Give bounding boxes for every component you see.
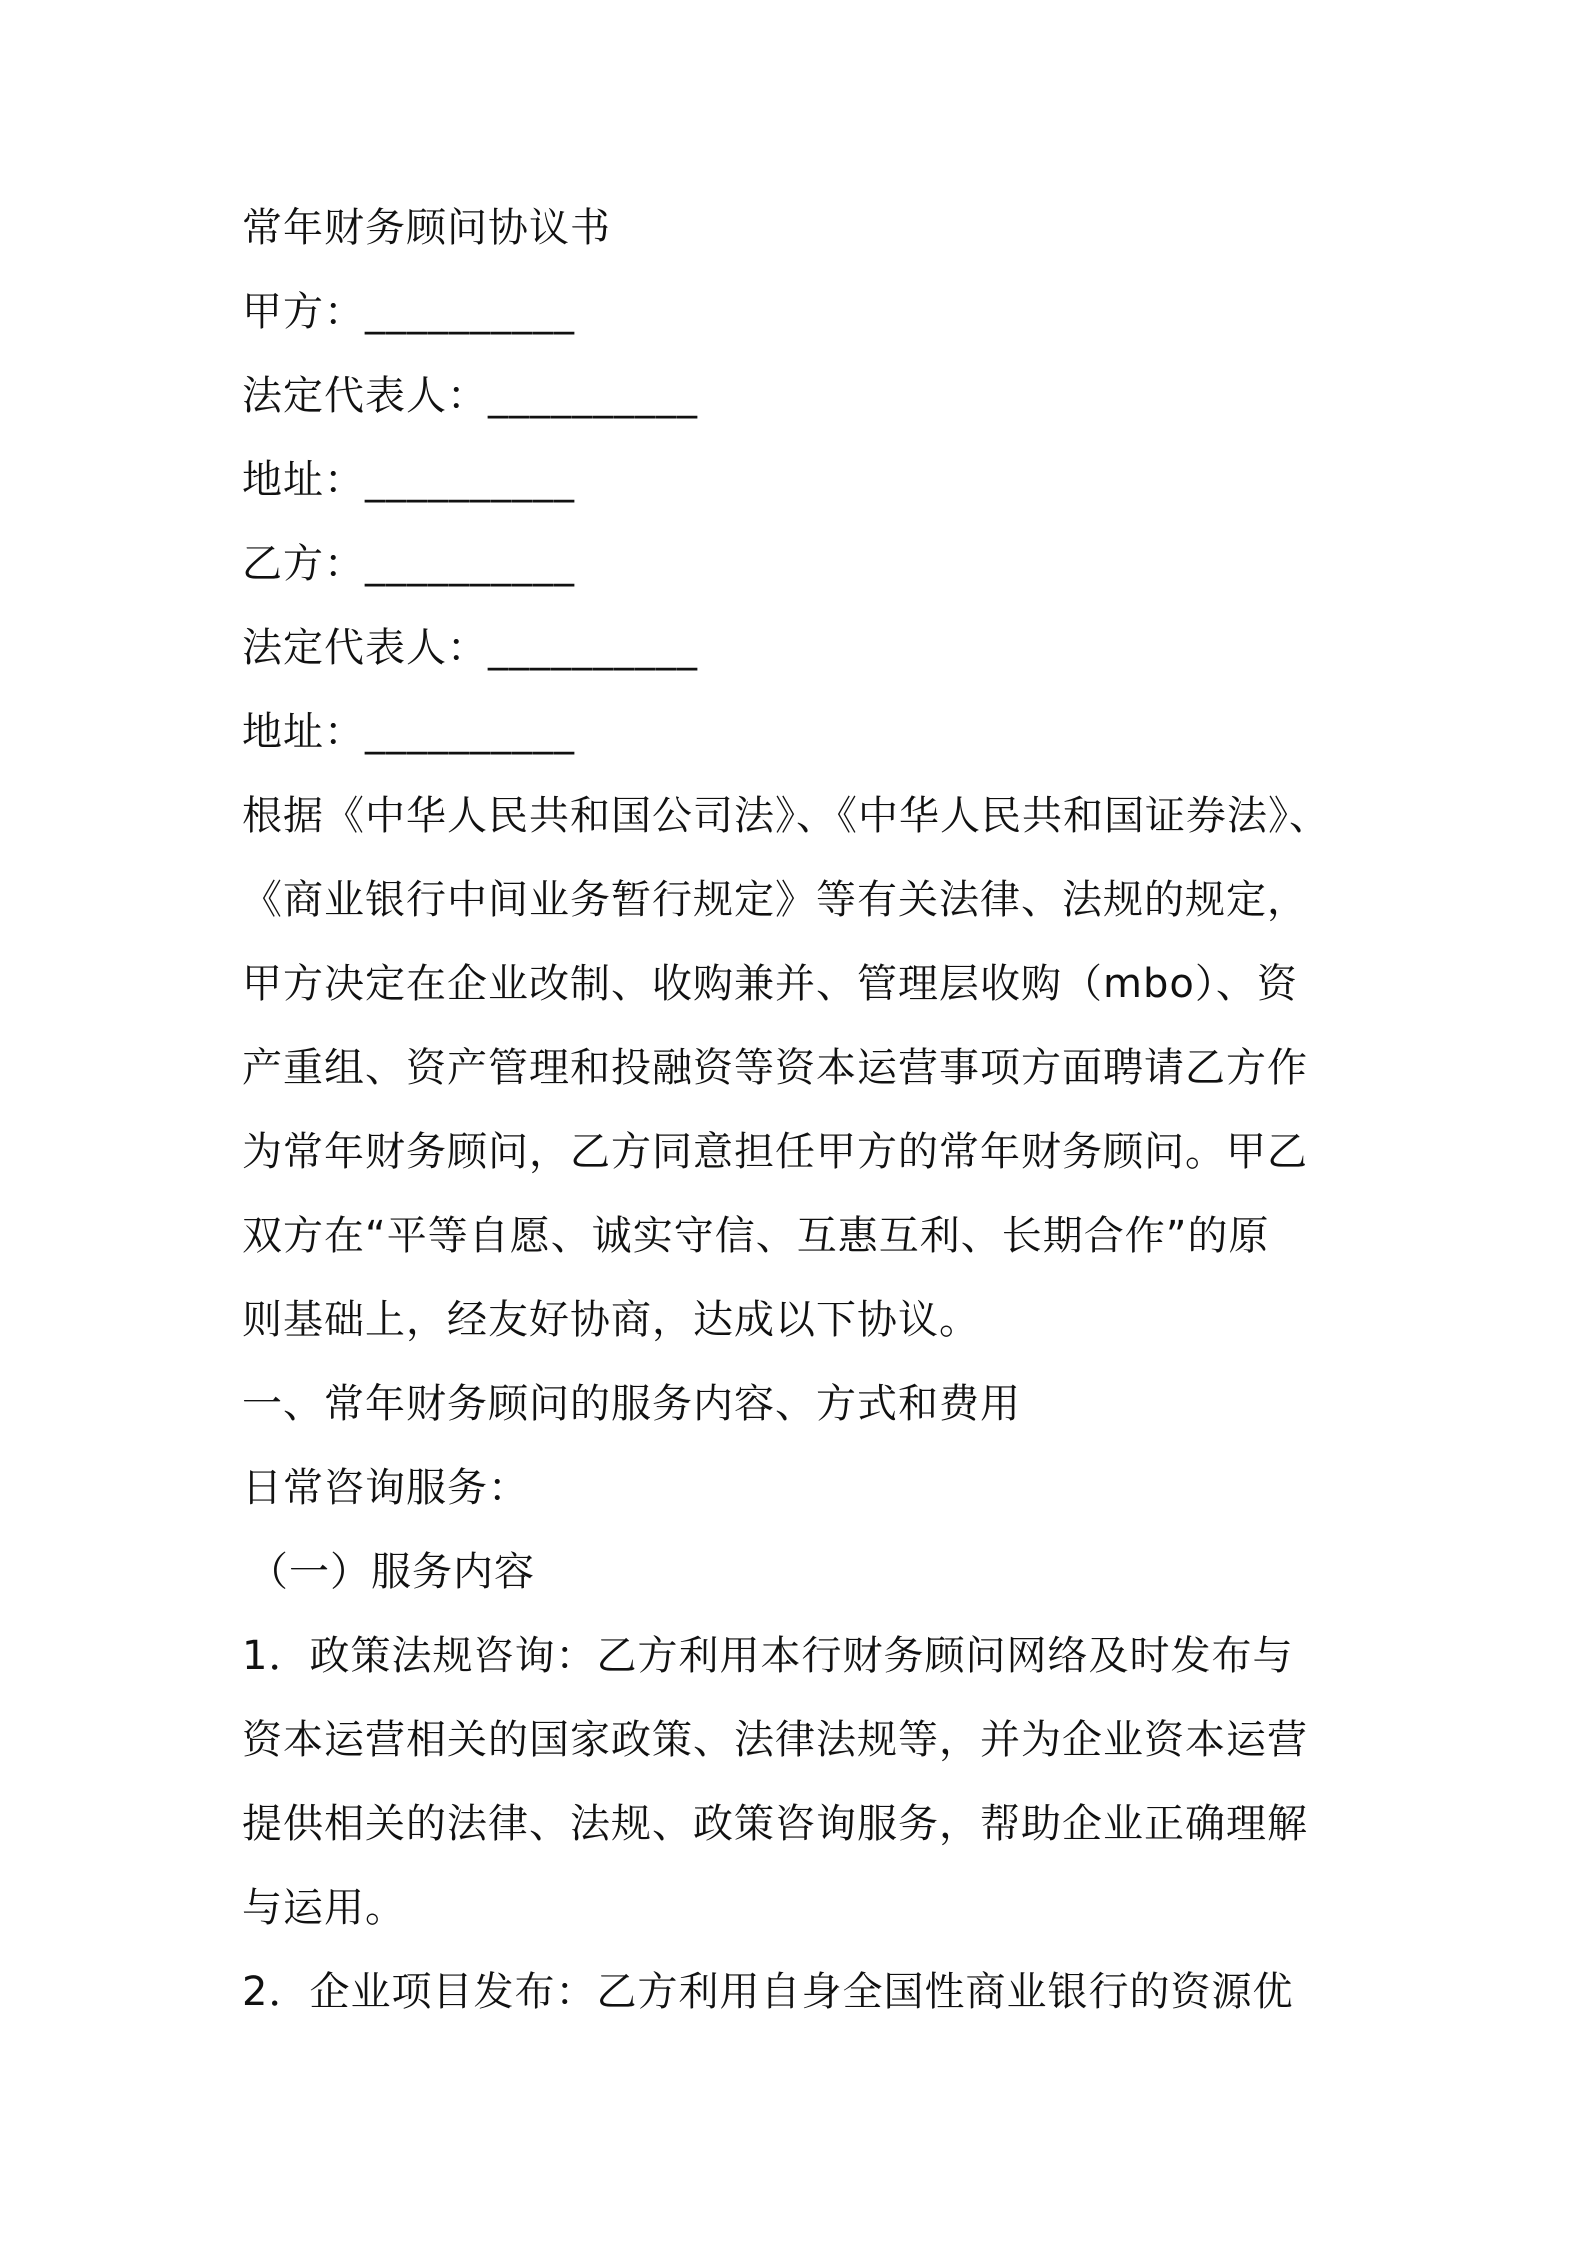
- preamble-line: 《商业银行中间业务暂行规定》等有关法律、法规的规定，: [242, 877, 1308, 923]
- service-content-heading: （一）服务内容: [248, 1549, 535, 1595]
- party-b-line: 乙方：__________: [242, 541, 575, 587]
- party-a-representative: 法定代表人：__________: [242, 373, 698, 419]
- preamble-line: 双方在“平等自愿、诚实守信、互惠互利、长期合作”的原: [242, 1213, 1270, 1259]
- preamble-paragraph: [242, 774, 1352, 1362]
- party-b-representative: 法定代表人：__________: [242, 625, 698, 671]
- item-1-line: 1．政策法规咨询：乙方利用本行财务顾问网络及时发布与: [242, 1633, 1294, 1679]
- preamble-line: 甲方决定在企业改制、收购兼并、管理层收购（mbo）、资: [242, 961, 1298, 1007]
- preamble-line: 产重组、资产管理和投融资等资本运营事项方面聘请乙方作: [242, 1045, 1308, 1091]
- daily-service-heading: 日常咨询服务：: [242, 1465, 529, 1511]
- section-1-heading: 一、常年财务顾问的服务内容、方式和费用: [242, 1381, 1021, 1427]
- item-1-line: 提供相关的法律、法规、政策咨询服务，帮助企业正确理解: [242, 1801, 1308, 1847]
- preamble-line: 则基础上，经友好协商，达成以下协议。: [242, 1297, 980, 1343]
- item-1-line: 与运用。: [242, 1885, 406, 1931]
- document-title: 常年财务顾问协议书: [242, 205, 611, 251]
- party-b-address: 地址：__________: [242, 709, 575, 755]
- preamble-line: 为常年财务顾问，乙方同意担任甲方的常年财务顾问。甲乙: [242, 1129, 1308, 1175]
- preamble-line: 根据《中华人民共和国公司法》、《中华人民共和国证券法》、: [242, 793, 1330, 839]
- item-1-paragraph: [242, 1614, 1352, 1950]
- item-2-line: 2．企业项目发布：乙方利用自身全国性商业银行的资源优: [242, 1969, 1294, 2015]
- item-1-line: 资本运营相关的国家政策、法律法规等，并为企业资本运营: [242, 1717, 1308, 1763]
- party-a-address: 地址：__________: [242, 457, 575, 503]
- item-2-paragraph: [242, 1950, 1352, 2034]
- party-a-line: 甲方：__________: [242, 289, 575, 335]
